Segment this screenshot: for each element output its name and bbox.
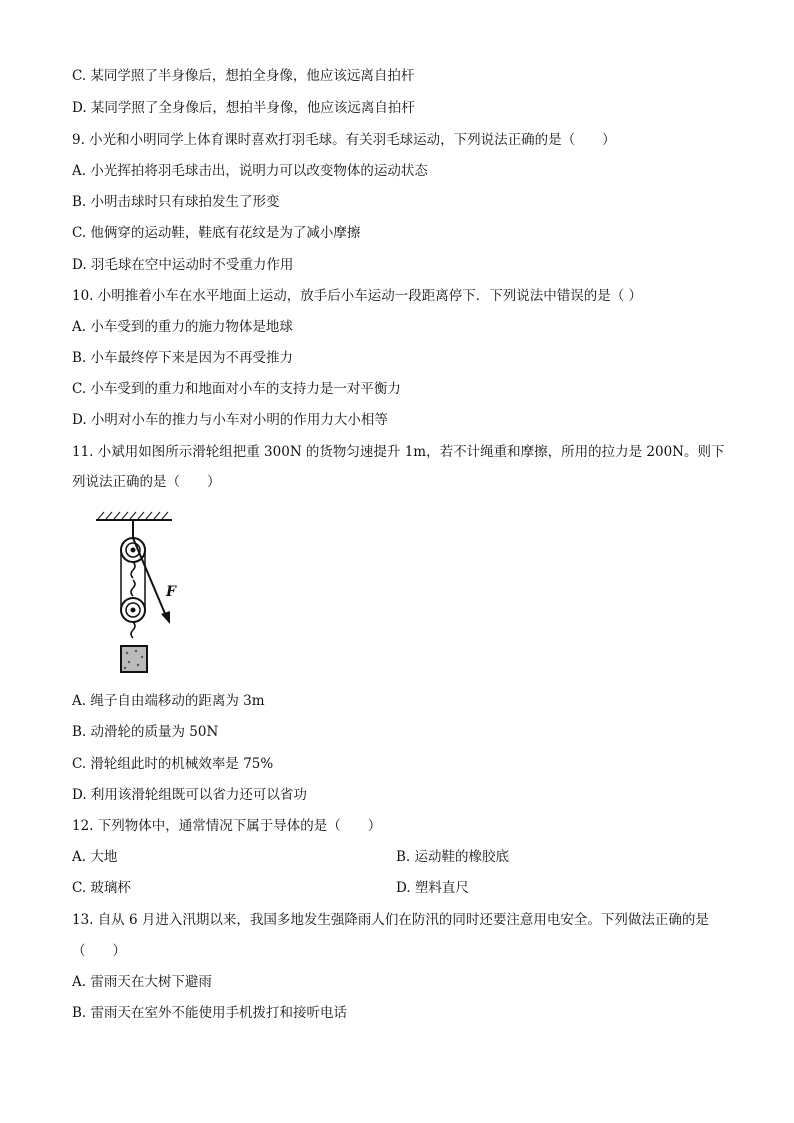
q13-stem-line1: 13. 自从 6 月进入汛期以来，我国多地发生强降雨人们在防汛的同时还要注意用电安全。下列做法正确的是: [72, 912, 709, 928]
q10-stem: 10. 小明推着小车在水平地面上运动，放手后小车运动一段距离停下．下列说法中错误的是（ ）: [72, 288, 643, 304]
q10-option-c: C. 小车受到的重力和地面对小车的支持力是一对平衡力: [72, 381, 401, 397]
q8-option-c: C. 某同学照了半身像后，想拍全身像，他应该远离自拍杆: [72, 68, 415, 84]
pulley-system-figure: [92, 510, 182, 680]
q11-option-b: B. 动滑轮的质量为 50N: [72, 724, 219, 740]
q11-option-c: C. 滑轮组此时的机械效率是 75%: [72, 756, 274, 772]
q11-stem-line2: 列说法正确的是（ ）: [72, 474, 221, 490]
q9-stem: 9. 小光和小明同学上体育课时喜欢打羽毛球。有关羽毛球运动，下列说法正确的是（ ）: [72, 132, 616, 148]
q11-stem-line1: 11. 小斌用如图所示滑轮组把重 300N 的货物匀速提升 1m，若不计绳重和摩擦，所用的拉力是 200N。则下: [72, 444, 725, 460]
q13-option-b: B. 雷雨天在室外不能使用手机拨打和接听电话: [72, 1005, 348, 1021]
q10-option-a: A. 小车受到的重力的施力物体是地球: [72, 319, 293, 335]
q12-stem: 12. 下列物体中，通常情况下属于导体的是（ ）: [72, 818, 382, 834]
q9-option-b: B. 小明击球时只有球拍发生了形变: [72, 194, 280, 210]
q10-option-b: B. 小车最终停下来是因为不再受推力: [72, 350, 294, 366]
q12-option-a: A. 大地: [72, 849, 118, 865]
q12-option-c: C. 玻璃杯: [72, 880, 131, 896]
q10-option-d: D. 小明对小车的推力与小车对小明的作用力大小相等: [72, 412, 388, 428]
q9-option-a: A. 小光挥拍将羽毛球击出，说明力可以改变物体的运动状态: [72, 163, 428, 179]
q11-option-a: A. 绳子自由端移动的距离为 3m: [72, 693, 265, 709]
force-label: F: [166, 584, 176, 600]
q13-option-a: A. 雷雨天在大树下避雨: [72, 974, 212, 990]
q11-option-d: D. 利用该滑轮组既可以省力还可以省功: [72, 787, 307, 803]
q12-option-b: B. 运动鞋的橡胶底: [396, 849, 510, 865]
q8-option-d: D. 某同学照了全身像后，想拍半身像，他应该远离自拍杆: [72, 100, 415, 116]
q9-option-d: D. 羽毛球在空中运动时不受重力作用: [72, 257, 294, 273]
q13-stem-line2: （ ）: [72, 943, 126, 959]
q12-option-d: D. 塑料直尺: [396, 880, 469, 896]
q9-option-c: C. 他俩穿的运动鞋，鞋底有花纹是为了减小摩擦: [72, 225, 361, 241]
